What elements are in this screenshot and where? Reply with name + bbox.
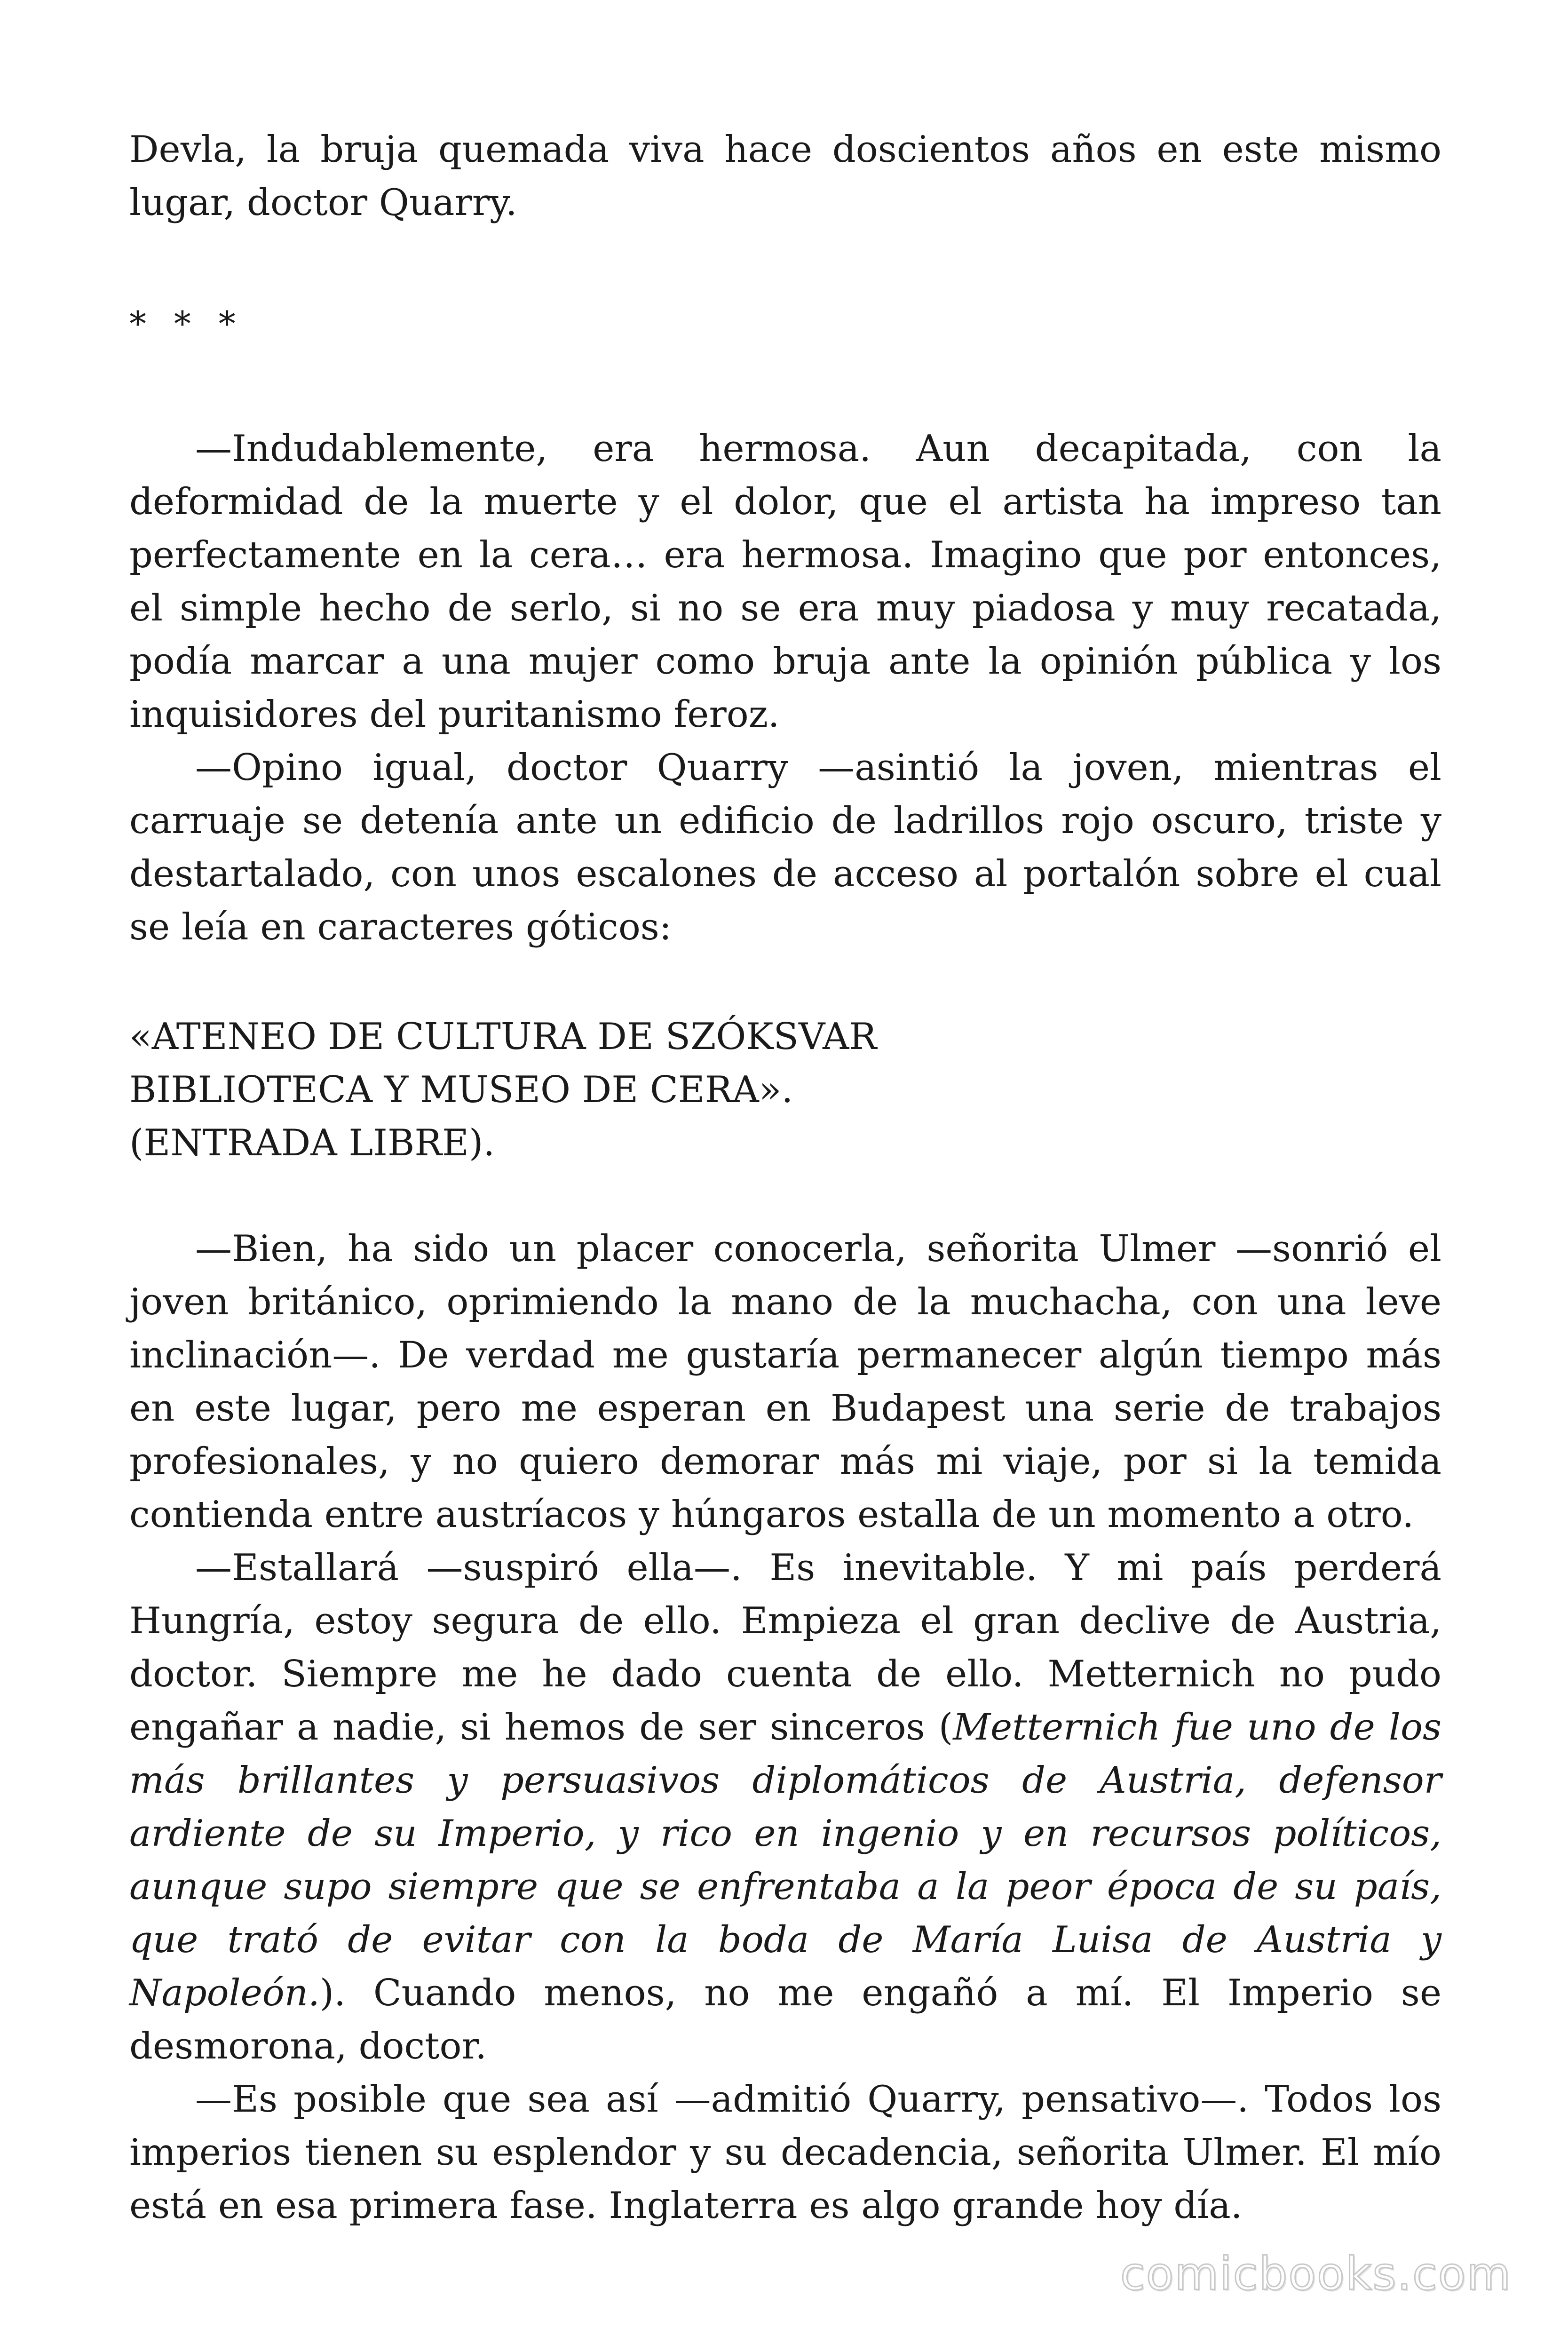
paragraph-5: —Es posible que sea así —admitió Quarry, pensativo—. Todos los imperios tienen su esplendor y su decadencia, señorita Ulmer. El mío está en esa primera fase. Inglaterra es algo grande hoy día. xyxy=(129,2078,1441,2227)
building-inscription xyxy=(129,1010,1441,1170)
text-block xyxy=(129,123,1441,2233)
historical-note: Metternich fue uno de los más brillantes y persuasivos diplomáticos de Austria, defensor ardiente de su Imperio, y rico en ingenio y en recursos políticos, aunque supo siempre que se enfrentaba a la peor época de su país, que trató de evitar con la boda de María Luisa de Austria y Napoleón. xyxy=(129,1706,1441,2014)
page-body xyxy=(129,123,1441,2233)
paragraph-3: —Bien, ha sido un placer conocerla, señorita Ulmer —sonrió el joven británico, oprimiendo la mano de la muchacha, con una leve inclinación—. De verdad me gustaría permanecer algún tiempo más en este lugar, pero me esperan en Budapest una serie de trabajos profesionales, y no quiero demorar más mi viaje, por si la temida contienda entre austríacos y húngaros estalla de un momento a otro. xyxy=(129,1228,1441,1536)
inscription-line-3: (ENTRADA LIBRE). xyxy=(129,1122,495,1164)
watermark: comicbooks.com xyxy=(1120,2248,1512,2300)
paragraph-1: —Indudablemente, era hermosa. Aun decapitada, con la deformidad de la muerte y el dolor, que el artista ha impreso tan perfectamente en la cera… era hermosa. Imagino que por entonces, el simple hecho de serlo, si no se era muy piadosa y muy recatada, podía marcar a una mujer como bruja ante la opinión pública y los inquisidores del puritanismo feroz. xyxy=(129,428,1441,736)
opening-paragraph: Devla, la bruja quemada viva hace doscientos años en este mismo lugar, doctor Quarry. xyxy=(129,128,1441,224)
paragraph-4-after-note: ). Cuando menos, no me engañó a mí. El Imperio se desmorona, doctor. xyxy=(129,1972,1441,2067)
scene-separator: * * * xyxy=(129,304,244,343)
paragraph-2: —Opino igual, doctor Quarry —asintió la joven, mientras el carruaje se detenía ante un edificio de ladrillos rojo oscuro, triste y destartalado, con unos escalones de acceso al portalón sobre el cual se leía en caracteres góticos: xyxy=(129,747,1441,948)
paragraph-4-before-note: —Estallará —suspiró ella—. Es inevitable. Y mi país perderá Hungría, estoy segura de ello. Empieza el gran declive de Austria, doctor. Siempre me he dado cuenta de ello. Metternich no pudo engañar a nadie, si hemos de ser sinceros ( xyxy=(129,1547,1441,1748)
inscription-line-2: BIBLIOTECA Y MUSEO DE CERA». xyxy=(129,1069,793,1111)
inscription-line-1: «ATENEO DE CULTURA DE SZÓKSVAR xyxy=(129,1016,877,1058)
paragraph-4 xyxy=(129,1542,1441,2073)
